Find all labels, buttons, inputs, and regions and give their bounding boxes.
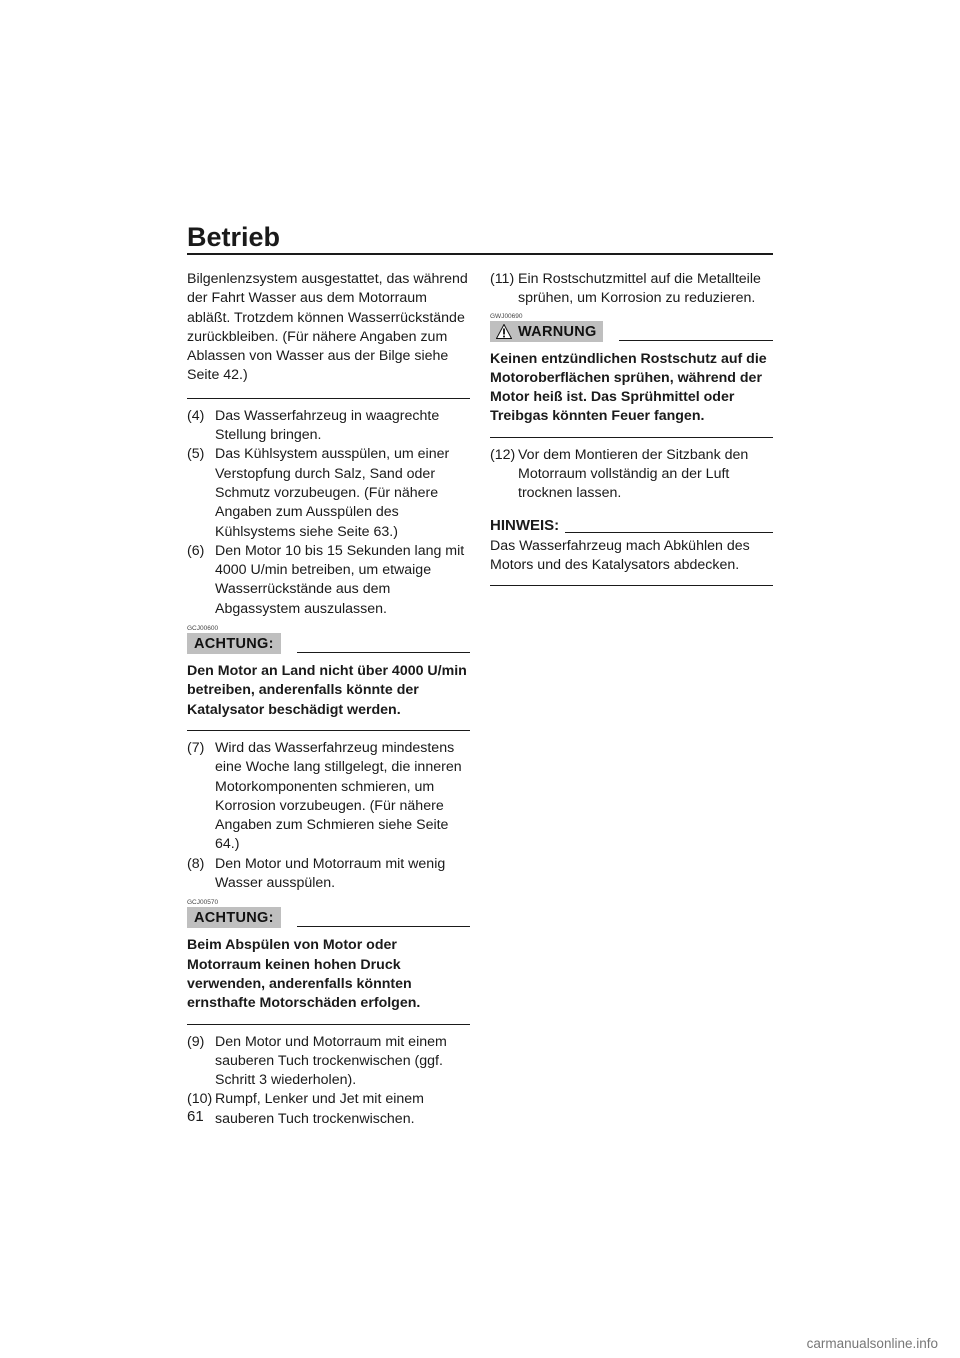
- step-item: [490, 270, 773, 309]
- step-number: (10): [187, 1091, 213, 1108]
- step-text: Das Wasserfahrzeug in waagrechte Stellung bringen.: [215, 407, 440, 444]
- step-number: (11): [490, 271, 515, 287]
- caution-text: Den Motor an Land nicht über 4000 U/min betreiben, anderenfalls könnte der Katalysator beschädigt werden.: [187, 663, 467, 718]
- note-rule: [565, 532, 773, 533]
- step-text: Das Kühlsystem ausspülen, um einer Verstopfung durch Salz, Sand oder Schmutz vorzubeugen. (Für nähere Angaben zum Ausspülen des Kühlsystems siehe Seite 63.): [215, 446, 450, 540]
- warning-label-row: [490, 321, 773, 342]
- warning-text: Keinen entzündlichen Rostschutz auf die Motoroberflächen sprühen, während der Motor heiß ist. Das Sprühmittel oder Treibgas könnten Feuer fangen.: [490, 350, 767, 425]
- page-number: 61: [187, 1108, 204, 1125]
- warning-end-rule: [490, 437, 773, 438]
- step-item: [187, 542, 470, 619]
- caution-text: Beim Abspülen von Motor oder Motorraum keinen hohen Druck verwenden, anderenfalls könnten ernsthafte Motorschäden erfolgen.: [187, 937, 421, 1012]
- warning-rule: [619, 340, 773, 341]
- step-number: (5): [187, 446, 205, 463]
- caution-code: GCJ00570: [187, 899, 219, 907]
- steps-group-b: [187, 739, 470, 893]
- steps-group-c: [187, 1033, 470, 1129]
- step-text: Den Motor und Motorraum mit wenig Wasser ausspülen.: [215, 855, 446, 892]
- note-text: Das Wasserfahrzeug mach Abkühlen des Motors und des Katalysators abdecken.: [490, 537, 750, 573]
- step-number: (4): [187, 407, 205, 424]
- note-label-row: [490, 518, 773, 534]
- step-number: (8): [187, 855, 205, 872]
- warning-label: WARNUNG: [518, 323, 597, 340]
- note-label: HINWEIS:: [490, 516, 560, 534]
- caution-badge: ACHTUNG:: [187, 633, 281, 654]
- step-text: Den Motor und Motorraum mit einem sauberen Tuch trockenwischen (ggf. Schritt 3 wiederholen).: [215, 1033, 447, 1089]
- caution-box: [187, 899, 470, 1024]
- header-rule: [187, 253, 773, 255]
- step-item: [187, 1090, 470, 1129]
- step-text: Rumpf, Lenker und Jet mit einem sauberen Tuch trockenwischen.: [215, 1091, 424, 1127]
- step-item: [187, 855, 470, 894]
- caution-label-row: [187, 633, 470, 654]
- right-column: [490, 270, 773, 586]
- divider: [187, 398, 470, 399]
- caution-label-row: [187, 907, 470, 928]
- left-column: [187, 270, 470, 1129]
- step-item: [187, 739, 470, 855]
- note-end-rule: [490, 585, 773, 586]
- intro-paragraph: Bilgenlenzsystem ausgestattet, das während der Fahrt Wasser aus dem Motorraum abläßt. Trotzdem können Wasserrückstände zurückbleiben. (Für nähere Angaben zum Ablassen von Wasser aus der Bilge siehe Seite 42.): [187, 271, 468, 384]
- step-text: Wird das Wasserfahrzeug mindestens eine Woche lang stillgelegt, die inneren Motorkomponenten schmieren, um Korrosion vorzubeugen. (Für nähere Angaben zum Schmieren siehe Seite 64.): [215, 739, 462, 853]
- step-item: [187, 445, 470, 541]
- caution-rule: [297, 652, 470, 653]
- step-item: [490, 446, 773, 504]
- caution-end-rule: [187, 1024, 470, 1025]
- caution-badge: ACHTUNG:: [187, 907, 281, 928]
- step-number: (12): [490, 446, 516, 463]
- warning-badge: [490, 321, 603, 342]
- warning-code: GWJ00690: [490, 312, 523, 320]
- step-item: [187, 1033, 470, 1091]
- note-box: [490, 518, 773, 587]
- step-number: (6): [187, 542, 205, 559]
- caution-rule: [297, 926, 470, 927]
- step-number: (9): [187, 1033, 205, 1050]
- step-text: Den Motor 10 bis 15 Sekunden lang mit 4000 U/min betreiben, um etwaige Wasserrückstände aus dem Abgassystem auszulassen.: [215, 542, 465, 617]
- step-text: Vor dem Montieren der Sitzbank den Motorraum vollständig an der Luft trocknen lassen.: [518, 446, 749, 502]
- steps-group-a: [187, 407, 470, 619]
- caution-end-rule: [187, 730, 470, 731]
- watermark: carmanualsonline.info: [806, 1336, 938, 1351]
- caution-box: [187, 625, 470, 731]
- page-title: Betrieb: [187, 222, 281, 252]
- step-number: (7): [187, 739, 205, 756]
- warning-box: [490, 313, 773, 438]
- step-item: [187, 407, 470, 446]
- warning-triangle-icon: [496, 324, 512, 339]
- step-text: Ein Rostschutzmittel auf die Metallteile sprühen, um Korrosion zu reduzieren.: [518, 271, 761, 307]
- caution-code: GCJ00600: [187, 625, 219, 633]
